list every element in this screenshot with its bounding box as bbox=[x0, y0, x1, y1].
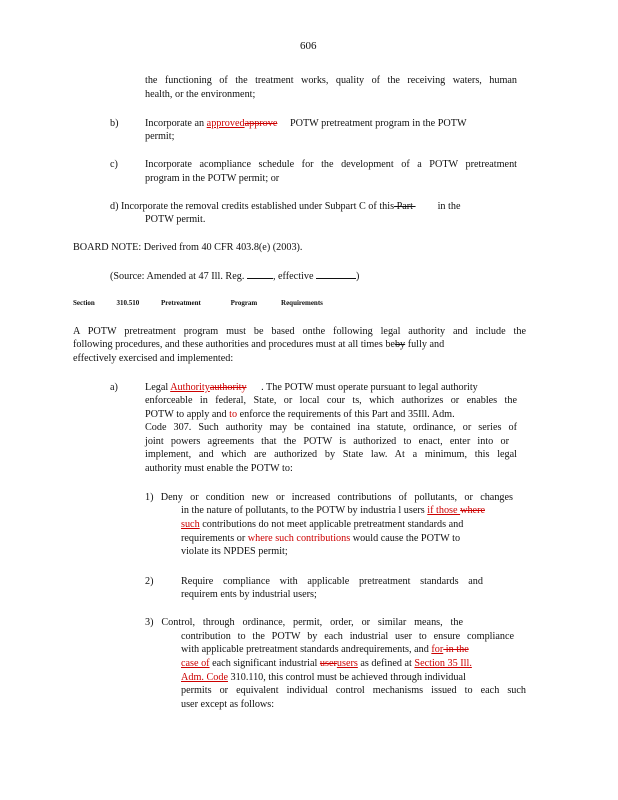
item-a-line-1 bbox=[145, 381, 478, 394]
item-a-deleted: authority bbox=[209, 382, 247, 393]
item-d-line-2: POTW permit. bbox=[145, 214, 206, 225]
item-a3-inserted-3: users bbox=[336, 658, 358, 669]
page-number: 606 bbox=[300, 40, 317, 52]
cont-line-2: health, or the environment; bbox=[145, 89, 256, 100]
item-a-line-7: authority must enable the POTW to: bbox=[145, 463, 293, 474]
item-c-label: c) bbox=[110, 159, 118, 170]
item-c-line-1: Incorporate acompliance schedule for the development of a POTW pretreatment bbox=[145, 159, 517, 170]
item-a3-line-2: contribution to the POTW by each industrial user to ensure compliance bbox=[181, 631, 514, 642]
item-a3-line-3 bbox=[181, 643, 469, 656]
source-note bbox=[110, 269, 359, 283]
item-a3-line-7: user except as follows: bbox=[181, 699, 275, 710]
source-text-3: ) bbox=[356, 271, 360, 282]
item-a3-line-6: permits or equivalent individual control mechanisms issued to each such bbox=[181, 685, 526, 696]
item-a1-text-2a: in the nature of pollutants, to the POTW by industria l users bbox=[181, 505, 428, 516]
item-a1-line-3 bbox=[181, 518, 463, 531]
item-b-text-2: POTW pretreatment program in the POTW bbox=[289, 118, 467, 129]
item-a1-line-2 bbox=[181, 504, 489, 517]
item-b-inserted: approved bbox=[206, 118, 245, 129]
item-a-label: a) bbox=[110, 382, 118, 393]
item-a1-inserted-2: such bbox=[181, 519, 200, 530]
item-a2-line-2: requirem ents by industrial users; bbox=[181, 589, 317, 600]
item-a1-text-3b: contributions do not meet applicable pretreatment standards and bbox=[199, 519, 464, 530]
section-label: Section bbox=[73, 299, 95, 307]
item-a3-text-4b: each significant industrial bbox=[209, 658, 320, 669]
item-a3-inserted-2: case of bbox=[181, 658, 210, 669]
item-a3-inserted-1: for bbox=[431, 644, 444, 655]
item-a1-text-4a: requirements or bbox=[181, 533, 248, 544]
item-b-line-2: permit; bbox=[145, 131, 175, 142]
item-a-line-2: enforceable in federal, State, or local cour ts, which authorizes or enables the bbox=[145, 395, 517, 406]
section-title-2: Program bbox=[230, 299, 258, 307]
source-text-2: , effective bbox=[272, 271, 314, 282]
item-a-red-to: to bbox=[229, 409, 238, 420]
item-a-line-3 bbox=[145, 408, 455, 421]
source-blank-2 bbox=[316, 269, 356, 279]
item-a1-line-1: 1) Deny or condition new or increased contributions of pollutants, or changes bbox=[145, 492, 513, 503]
item-a-inserted: Authority bbox=[170, 382, 210, 393]
item-b-text-1: Incorporate an bbox=[145, 118, 205, 129]
item-a1-inserted-3: where such contributions bbox=[247, 533, 351, 544]
intro-line-1: A POTW pretreatment program must be based onthe following legal authority and include the bbox=[73, 326, 526, 337]
item-a-line-6: implement, and which are authorized by State law. At a minimum, this legal bbox=[145, 449, 517, 460]
item-a1-line-5: violate its NPDES permit; bbox=[181, 546, 288, 557]
item-a-text-3a: POTW to apply and bbox=[145, 409, 230, 420]
item-a-text-2: . The POTW must operate pursuant to legal authority bbox=[261, 382, 478, 393]
item-b-deleted: approve bbox=[244, 118, 278, 129]
intro-line-2 bbox=[73, 338, 444, 351]
intro-text-2b: fully and bbox=[405, 339, 445, 350]
item-a1-deleted: where bbox=[460, 505, 485, 516]
item-d-line-1 bbox=[110, 200, 460, 213]
source-text-1: (Source: Amended at 47 Ill. Reg. bbox=[110, 271, 245, 282]
item-a2-line-1: Require compliance with applicable pretreatment standards and bbox=[181, 576, 483, 587]
intro-deleted: by bbox=[394, 339, 406, 350]
item-a-text-1: Legal bbox=[145, 382, 169, 393]
item-a-line-4: Code 307. Such authority may be contained ina statute, ordinance, or series of bbox=[145, 422, 517, 433]
item-a3-text-3a: with applicable pretreatment standards andrequirements, and bbox=[181, 644, 432, 655]
item-d-deleted: Part bbox=[394, 201, 416, 212]
intro-text-2a: following procedures, and these authorities and procedures must at all times be bbox=[73, 339, 395, 350]
item-a3-line-4 bbox=[181, 657, 472, 670]
section-title-3: Requirements bbox=[281, 299, 323, 307]
item-a3-line-1: 3) Control, through ordinance, permit, order, or similar means, the bbox=[145, 617, 463, 628]
board-note: BOARD NOTE: Derived from 40 CFR 403.8(e) (2003). bbox=[73, 242, 303, 253]
item-a1-line-4 bbox=[181, 532, 460, 545]
item-d-text-2: in the bbox=[437, 201, 461, 212]
cont-line-1: the functioning of the treatment works, quality of the receiving waters, human bbox=[145, 75, 517, 86]
item-b-label: b) bbox=[110, 118, 119, 129]
item-a3-text-5b: 310.110, this control must be achieved through individual bbox=[227, 672, 466, 683]
item-d-text-1: d) Incorporate the removal credits established under Subpart C of this bbox=[110, 201, 395, 212]
item-a2-label: 2) bbox=[145, 576, 154, 587]
item-c-line-2: program in the POTW permit; or bbox=[145, 173, 280, 184]
item-a3-inserted-4: Section 35 Ill. bbox=[414, 658, 472, 669]
item-a3-text-4c: as defined at bbox=[357, 658, 415, 669]
section-number: 310.510 bbox=[116, 299, 140, 307]
section-heading bbox=[73, 297, 323, 310]
item-a1-inserted-1: if those bbox=[427, 505, 461, 516]
item-a-text-3b: enforce the requirements of this Part and 35Ill. Adm. bbox=[237, 409, 455, 420]
intro-line-3: effectively exercised and implemented: bbox=[73, 353, 234, 364]
item-a1-text-4b: would cause the POTW to bbox=[350, 533, 461, 544]
source-blank-1 bbox=[247, 269, 273, 279]
item-a3-deleted-1: in the bbox=[443, 644, 469, 655]
item-a-line-5: joint powers agreements that the POTW is authorized to enact, enter into or bbox=[145, 436, 509, 447]
section-title-1: Pretreatment bbox=[161, 299, 201, 307]
item-a3-inserted-5: Adm. Code bbox=[181, 672, 228, 683]
item-a3-deleted-2: user bbox=[319, 658, 337, 669]
item-a3-line-5 bbox=[181, 671, 466, 684]
item-b-line-1 bbox=[145, 117, 517, 130]
